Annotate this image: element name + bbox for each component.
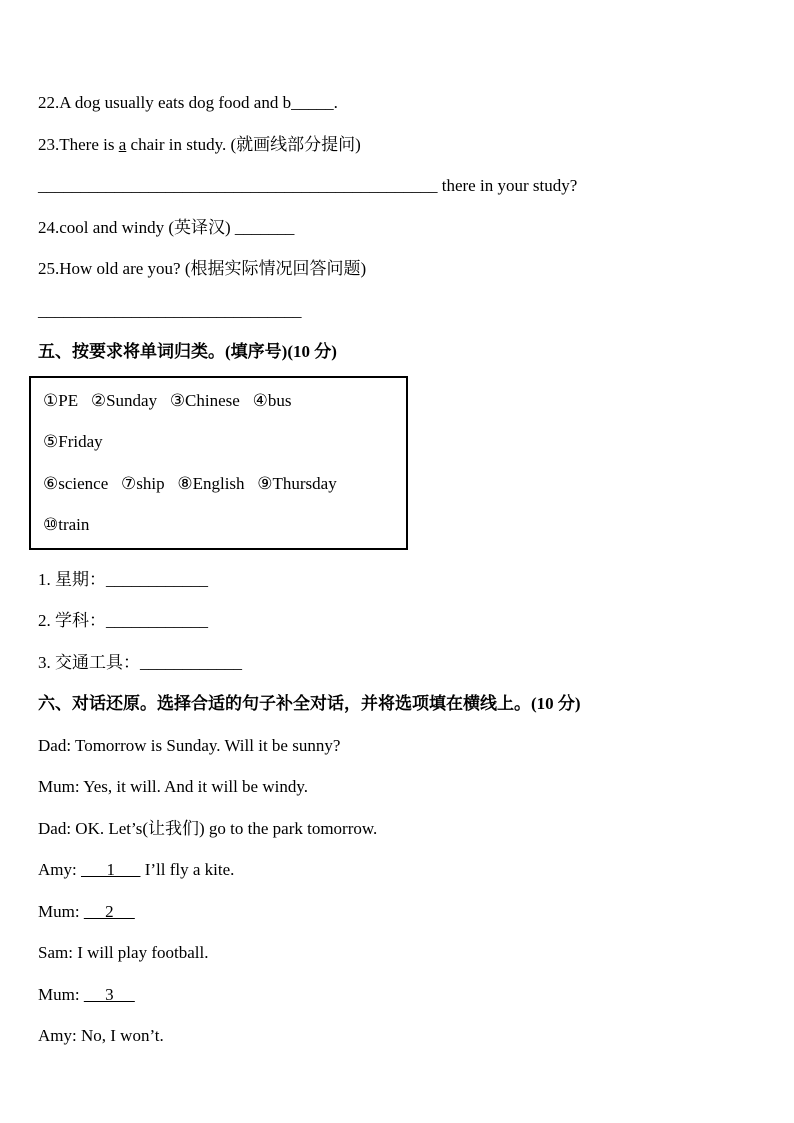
word-bank-row: ⑩train <box>43 515 90 534</box>
answer-blank: _______________________________ <box>38 300 302 320</box>
speaker-label: Mum: <box>38 777 84 796</box>
dialogue-text: Yes, it will. And it will be windy. <box>83 777 308 796</box>
numbered-answer-blank: 3 <box>83 984 135 1004</box>
dialogue-line-4 <box>38 849 754 891</box>
answer-blank: _______________________________________________ <box>38 176 438 195</box>
dialogue-text: OK. Let’s(让我们) go to the park tomorrow. <box>75 818 378 838</box>
dialogue-line-3 <box>38 808 754 850</box>
word-bank-row: ⑥science ⑦ship ⑧English ⑨Thursday <box>43 473 337 493</box>
dialogue-text: I’ll fly a kite. <box>140 860 235 879</box>
dialogue-line-8 <box>38 1015 754 1057</box>
answer-blank: ____________ <box>106 611 208 630</box>
question-25: 25.How old are you? (根据实际情况回答问题) <box>38 259 367 278</box>
question-25-answer-line <box>38 290 754 332</box>
answer-blank: ____________ <box>106 569 208 589</box>
word-bank-row: ①PE ②Sunday ③Chinese ④bus <box>43 390 292 410</box>
question-23-suffix: chair in study. (就画线部分提问) <box>126 134 361 154</box>
numbered-answer-blank: 1 <box>80 860 141 879</box>
question-23-answer-line <box>38 165 754 207</box>
dialogue-line-2 <box>38 766 754 808</box>
speaker-label: Dad: <box>38 818 76 838</box>
classify-item-subject <box>38 600 754 642</box>
question-23-underlined-word: a <box>118 134 127 154</box>
speaker-label: Mum: <box>38 984 84 1004</box>
speaker-label: Amy: <box>38 1026 81 1045</box>
question-22: 22.A dog usually eats dog food and b_____. <box>38 93 338 112</box>
speaker-label: Mum: <box>38 901 84 921</box>
question-23-answer-suffix: there in your study? <box>437 176 578 195</box>
answer-blank: ____________ <box>140 652 242 672</box>
speaker-label: Amy: <box>38 860 81 879</box>
word-bank-row: ⑤Friday <box>43 432 103 451</box>
dialogue-line-6 <box>38 932 754 974</box>
classify-item-transport <box>38 642 754 684</box>
dialogue-text: No, I won’t. <box>80 1026 164 1045</box>
dialogue-line-5 <box>38 891 754 933</box>
numbered-answer-blank: 2 <box>83 901 135 921</box>
question-24: 24.cool and windy (英译汉) _______ <box>38 217 295 237</box>
dialogue-text: I will play football. <box>77 943 209 962</box>
dialogue-text: Tomorrow is Sunday. Will it be sunny? <box>75 735 341 755</box>
question-23 <box>38 124 754 166</box>
classify-item-label: 2. 学科： <box>38 611 106 630</box>
question-23-prefix: 23.There is <box>38 134 119 154</box>
classify-item-label: 3. 交通工具： <box>38 652 140 672</box>
dialogue-line-1 <box>38 725 754 767</box>
word-bank-box <box>29 376 408 550</box>
section5-heading: 五、按要求将单词归类。(填序号)(10 分) <box>38 342 337 361</box>
classify-item-week <box>38 559 754 601</box>
speaker-label: Sam: <box>38 943 78 962</box>
section6-heading: 六、对话还原。选择合适的句子补全对话，并将选项填在横线上。(10 分) <box>38 694 581 713</box>
classify-item-label: 1. 星期： <box>38 569 106 589</box>
speaker-label: Dad: <box>38 735 75 755</box>
dialogue-line-7 <box>38 974 754 1016</box>
